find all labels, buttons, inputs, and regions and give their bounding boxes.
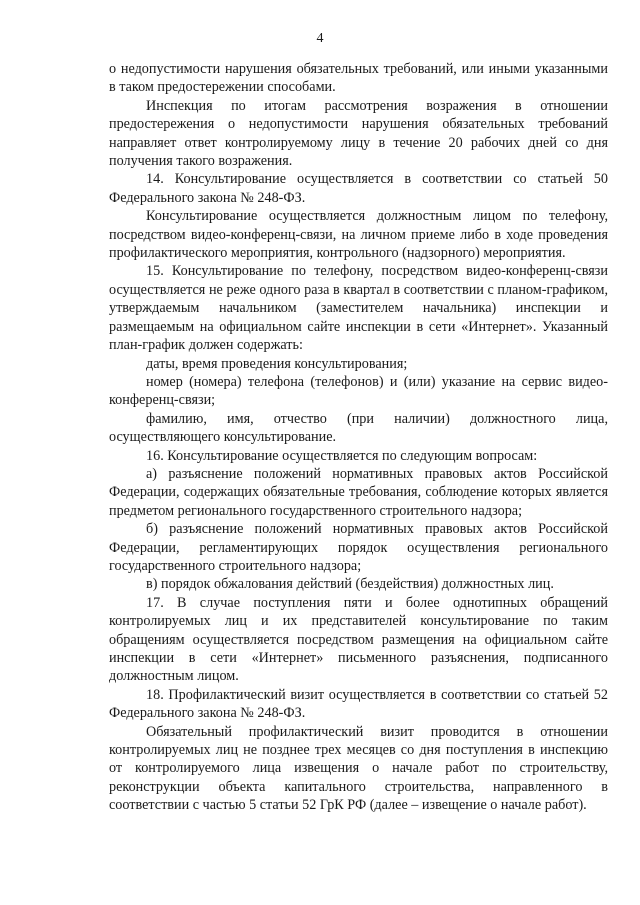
paragraph: 18. Профилактический визит осуществляется в соответствии со статьей 52 Федерального закона № 248-ФЗ.	[109, 686, 608, 722]
page-number: 4	[316, 31, 324, 46]
paragraph: 16. Консультирование осуществляется по следующим вопросам:	[146, 447, 538, 464]
paragraph: номер (номера) телефона (телефонов) и (или) указание на сервис видео-конференц-связи;	[109, 373, 608, 409]
paragraph: 17. В случае поступления пяти и более однотипных обращений контролируемых лиц и их представителей консультирование по таким обращениям осуществляется посредством размещения на официальном сайте инспекции в сети «Интернет» письменного разъяснения, подписанного должностным лицом.	[109, 594, 608, 685]
paragraph: а) разъяснение положений нормативных правовых актов Российской Федерации, содержащих обязательные требования, соблюдение которых является предметом регионального государственного строительного надзора;	[109, 465, 608, 519]
paragraph: о недопустимости нарушения обязательных требований, или иными указанными в таком предостережении способами.	[109, 61, 608, 96]
paragraph: 15. Консультирование по телефону, посредством видео-конференц-связи осуществляется не реже одного раза в квартал в соответствии с планом-графиком, утверждаемым начальником (заместителем начальника) инспекции и размещаемым на официальном сайте инспекции в сети «Интернет». Указанный план-график должен содержать:	[109, 263, 608, 354]
paragraph: фамилию, имя, отчество (при наличии) должностного лица, осуществляющего консультирование.	[109, 410, 608, 446]
paragraph: даты, время проведения консультирования;	[146, 355, 408, 372]
paragraph: б) разъяснение положений нормативных правовых актов Российской Федерации, регламентирующих порядок осуществления регионального государственного строительного надзора;	[109, 521, 608, 574]
paragraph: Консультирование осуществляется должностным лицом по телефону, посредством видео-конференц-связи, на личном приеме либо в ходе проведения профилактического мероприятия, контрольного (надзорного) мероприятия.	[109, 208, 608, 262]
paragraph: 14. Консультирование осуществляется в соответствии со статьей 50 Федерального закона № 248-ФЗ.	[109, 171, 608, 206]
paragraph: в) порядок обжалования действий (бездействия) должностных лиц.	[146, 576, 554, 593]
document-body	[109, 60, 608, 815]
paragraph: Инспекция по итогам рассмотрения возражения в отношении предостережения о недопустимости нарушения обязательных требований направляет ответ контролируемому лицу в течение 20 рабочих дней со дня получения такого возражения.	[109, 97, 608, 170]
paragraph: Обязательный профилактический визит проводится в отношении контролируемых лиц не позднее трех месяцев со дня поступления в инспекцию от контролируемого лица извещения о начале работ по строительству, реконструкции объекта капитального строительства, направленного в соответствии с частью 5 статьи 52 ГрК РФ (далее – извещение о начале работ).	[109, 723, 608, 814]
